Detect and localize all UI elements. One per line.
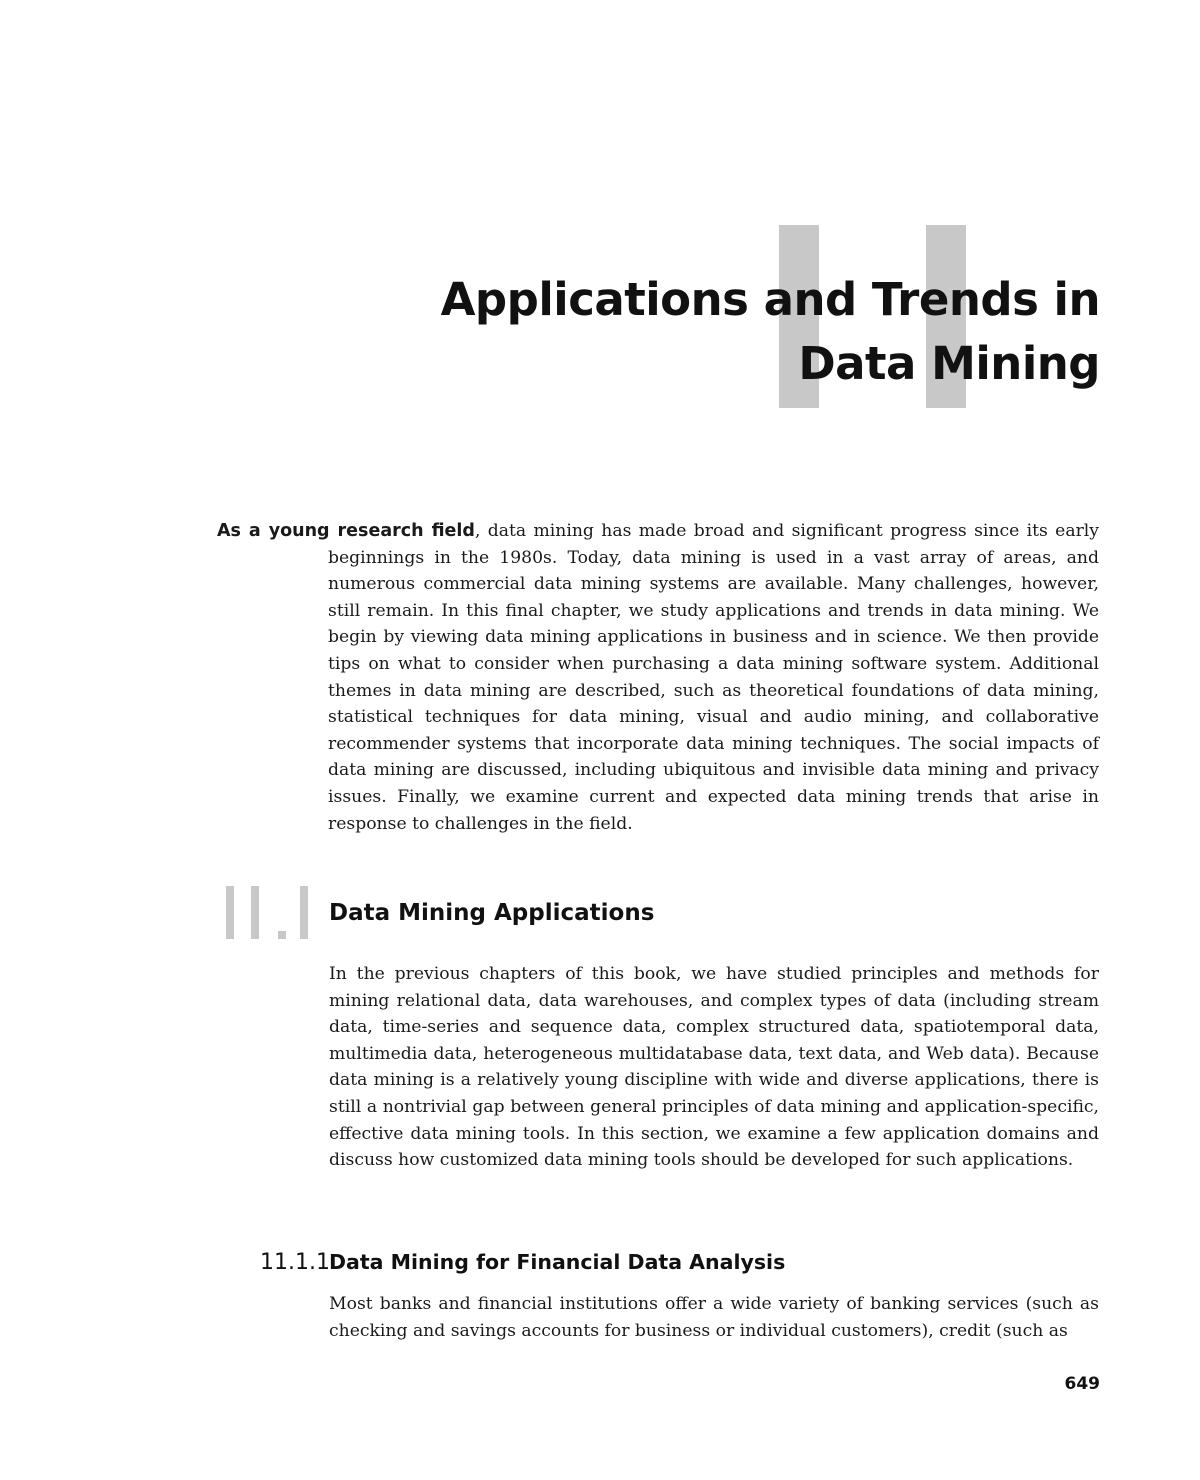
section-number-dot [278,931,286,939]
subsection-title: Data Mining for Financial Data Analysis [329,1250,786,1274]
subsection-number: 11.1.1 [260,1250,330,1275]
section-number-graphic [222,886,317,946]
section-number [222,886,223,887]
section-number-bar-3 [300,886,308,939]
chapter-title [380,268,1100,396]
section-number-bar-2 [251,886,259,939]
section-title: Data Mining Applications [329,900,655,926]
section-number-bar-1 [226,886,234,939]
chapter-title-line-2: Data Mining [798,337,1100,390]
section-paragraph: In the previous chapters of this book, we have studied principles and methods for mining relational data, data warehouses, and complex types of data (including stream data, time-series and sequence data, complex structured data, spatiotemporal data, multimedia data, heterogeneous multidatabase data, text data, and Web data). Because data mining is a relatively young discipline with wide and diverse applications, there is still a nontrivial gap between general principles of data mining and application-specific, effective data mining tools. In this section, we examine a few application domains and discuss how customized data mining tools should be developed for such applications. [329,964,1099,1171]
page-number: 649 [1064,1374,1100,1394]
chapter-title-line-1: Applications and Trends in [440,273,1100,326]
chapter-intro [217,518,1099,837]
intro-lead: As a young research field [217,521,475,541]
subsection-paragraph: Most banks and financial institutions offer a wide variety of banking services (such as checking and savings accounts for business or individual customers), credit (such as [329,1294,1099,1341]
intro-text: , data mining has made broad and significant progress since its early beginnings in the 1980s. Today, data mining is used in a vast array of areas, and numerous commercial data mining systems are available. Many challenges, however, still remain. In this final chapter, we study applications and trends in data mining. We begin by viewing data mining applications in business and in science. We then provide tips on what to consider when purchasing a data mining software system. Additional themes in data mining are described, such as theoretical foundations of data mining, statistical techniques for data mining, visual and audio mining, and collaborative recommender systems that incorporate data mining techniques. The social impacts of data mining are discussed, including ubiquitous and invisible data mining and privacy issues. Finally, we examine current and expected data mining trends that arise in response to challenges in the field. [328,521,1099,834]
